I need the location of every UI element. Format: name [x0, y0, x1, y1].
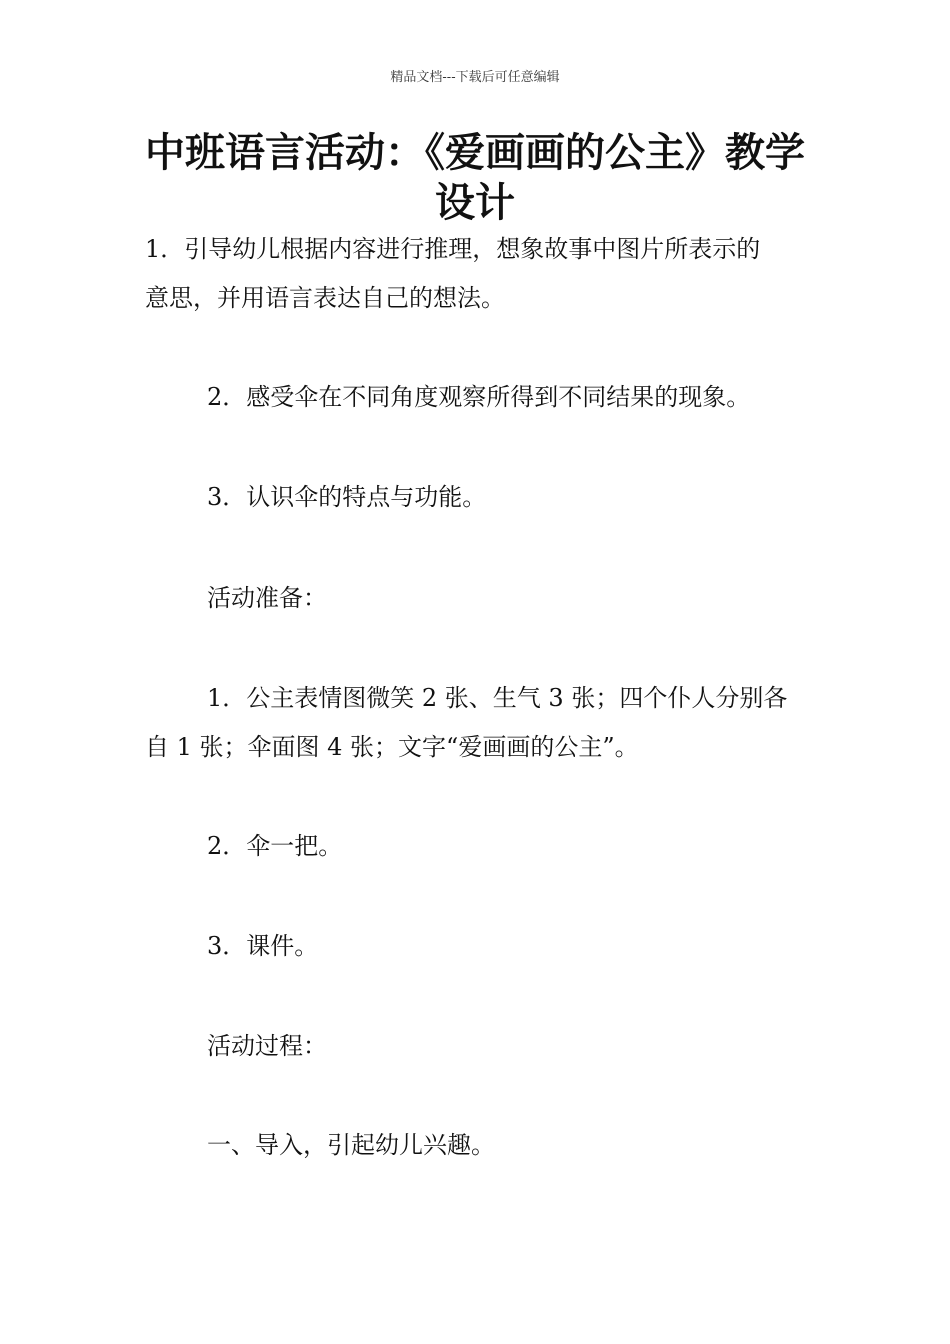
paragraph-objective-1 [145, 225, 760, 323]
text-line: 意思，并用语言表达自己的想法。 [145, 284, 505, 312]
title-line-2: 设计 [435, 180, 515, 226]
text-line: 1．公主表情图微笑 2 张、生气 3 张；四个仆人分别各 [207, 684, 788, 712]
text-line: 自 1 张；伞面图 4 张；文字“爱画画的公主”。 [145, 733, 639, 761]
title-line-1: 中班语言活动：《爱画画的公主》教学 [145, 130, 805, 176]
paragraph-process-1 [207, 1121, 495, 1170]
section-heading-process [207, 1022, 327, 1071]
text-line: 2．伞一把。 [207, 832, 343, 860]
text-line: 活动准备： [207, 584, 327, 612]
text-line: 1．引导幼儿根据内容进行推理，想象故事中图片所表示的 [145, 235, 761, 263]
paragraph-objective-2 [207, 373, 750, 422]
text-line: 一、导入，引起幼儿兴趣。 [207, 1131, 495, 1159]
paragraph-preparation-2 [207, 822, 342, 871]
paragraph-preparation-1 [145, 674, 788, 772]
page-header: 精品文档---下载后可任意编辑 [390, 70, 560, 85]
text-line: 活动过程： [207, 1032, 327, 1060]
text-line: 3．课件。 [207, 932, 319, 960]
section-heading-preparation [207, 574, 327, 623]
paragraph-objective-3 [207, 473, 486, 522]
text-line: 2．感受伞在不同角度观察所得到不同结果的现象。 [207, 383, 751, 411]
paragraph-preparation-3 [207, 922, 318, 971]
document-title [140, 128, 810, 228]
text-line: 3．认识伞的特点与功能。 [207, 483, 487, 511]
